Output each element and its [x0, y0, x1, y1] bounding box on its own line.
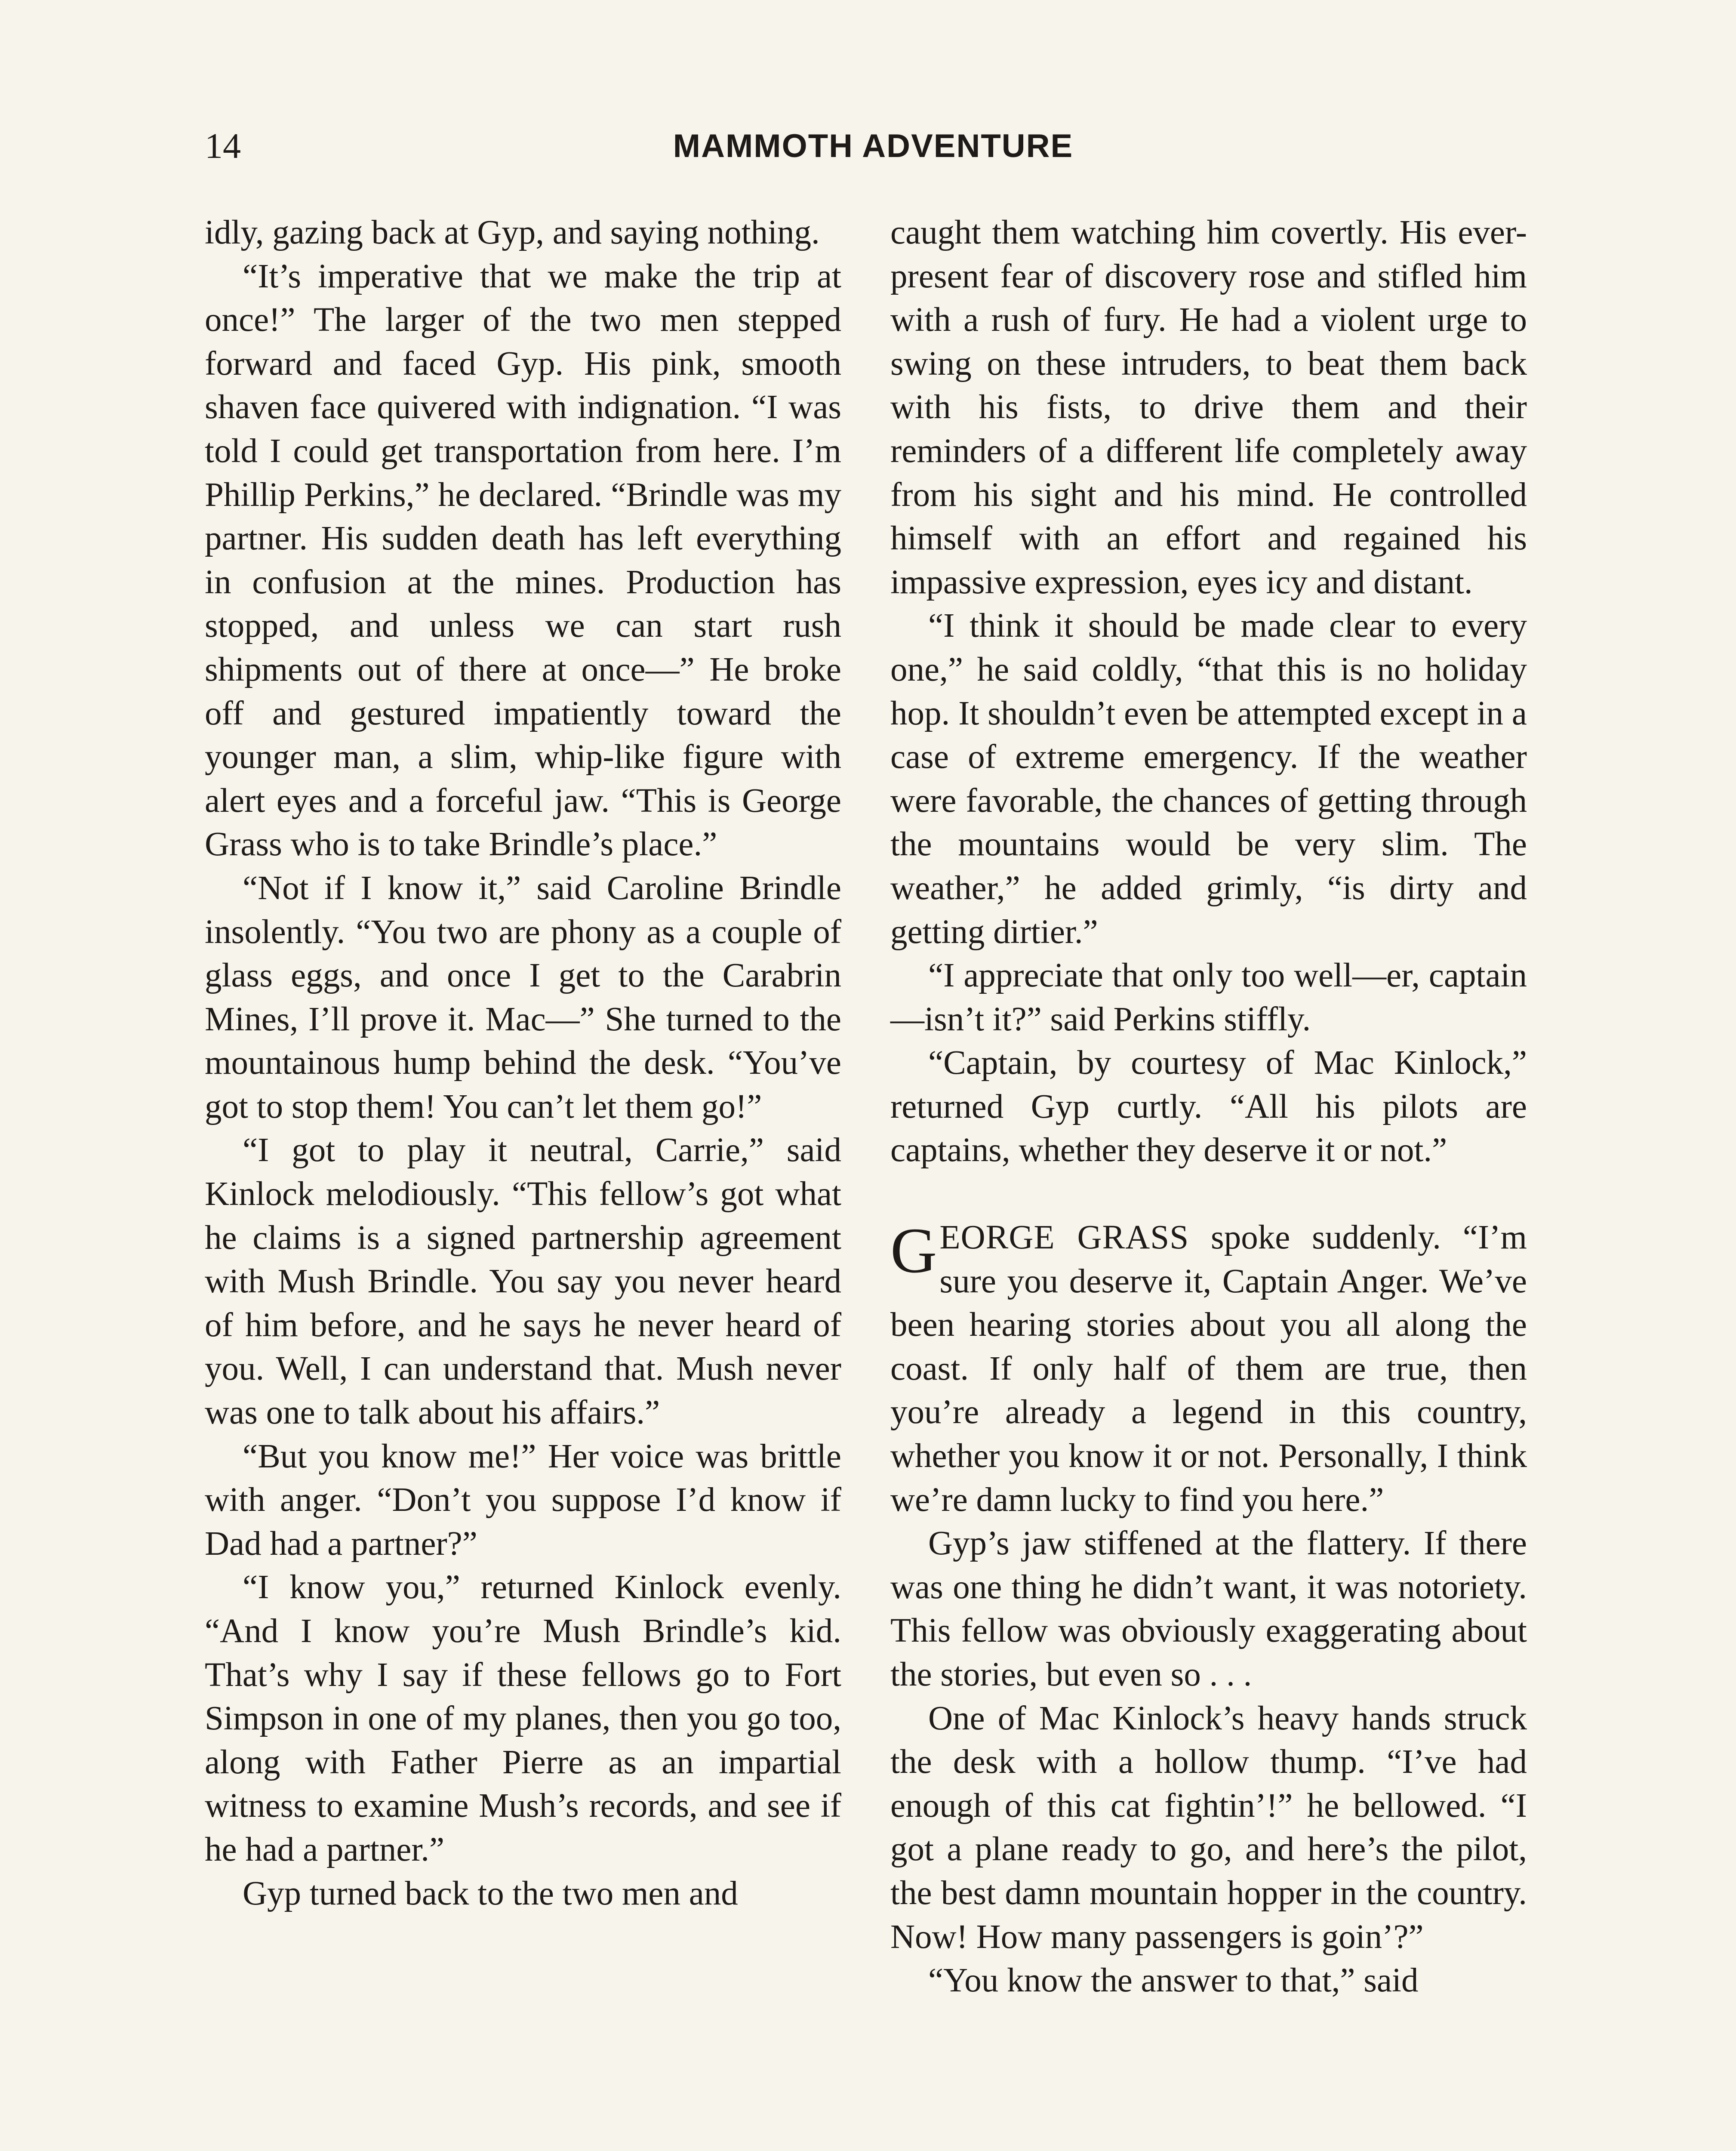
paragraph: “You know the answer to that,” said — [928, 1962, 1419, 2000]
paragraph: idly, gazing back at Gyp, and saying nothing. — [205, 214, 820, 251]
section-opening-text: spoke suddenly. “I’m sure you deserve it, Captain Anger. We’ve been hearing stories about you all along the coast. If only half of them are true, then you’re already a legend in this country, whether you know it or not. Personally, I think we’re damn lucky to find you here.” — [890, 1219, 1527, 1519]
drop-cap: G — [890, 1215, 937, 1287]
paragraph: caught them watching him covertly. His ever-present fear of discovery rose and stifled him with a rush of fury. He had a violent urge to swing on these intruders, to beat them back with his fists, to drive them and their reminders of a different life completely away from his sight and his mind. He controlled himself with an effort and regained his impassive expression, eyes icy and distant. — [890, 214, 1527, 601]
right-text-column — [890, 211, 1527, 2003]
paragraph: “I appreciate that only too well—er, captain—isn’t it?” said Perkins stiffly. — [890, 957, 1527, 1038]
paragraph: “I think it should be made clear to every one,” he said coldly, “that this is no holiday hop. It shouldn’t even be attempted except in a case of extreme emergency. If the weather were favorable, the chances of getting through the mountains would be very slim. The weather,” he added grimly, “is dirty and getting dirtier.” — [890, 607, 1527, 951]
paragraph: “Not if I know it,” said Caroline Brindle insolently. “You two are phony as a couple of glass eggs, and once I get to the Carabrin Mines, I’ll prove it. Mac—” She turned to the mountainous hump behind the desk. “You’ve got to stop them! You can’t let them go!” — [205, 869, 841, 1125]
paragraph: Gyp turned back to the two men and — [243, 1874, 738, 1912]
paragraph: “But you know me!” Her voice was brittle with anger. “Don’t you suppose I’d know if Dad had a partner?” — [205, 1437, 841, 1562]
page-number: 14 — [205, 126, 241, 166]
left-text-column — [205, 211, 841, 1915]
section-lead-in: EORGE GRASS — [939, 1219, 1189, 1257]
paragraph: “Captain, by courtesy of Mac Kinlock,” returned Gyp curtly. “All his pilots are captains, whether they deserve it or not.” — [890, 1044, 1527, 1169]
paragraph: “It’s imperative that we make the trip at once!” The larger of the two men stepped forward and faced Gyp. His pink, smooth shaven face quivered with indignation. “I was told I could get transportation from here. I’m Phillip Perkins,” he declared. “Brindle was my partner. His sudden death has left everything in confusion at the mines. Production has stopped, and unless we can start rush shipments out of there at once—” He broke off and gestured impatiently toward the younger man, a slim, whip-like figure with alert eyes and a forceful jaw. “This is George Grass who is to take Brindle’s place.” — [205, 257, 841, 863]
paragraph: “I know you,” returned Kinlock evenly. “And I know you’re Mush Brindle’s kid. That’s why I say if these fellows go to Fort Simpson in one of my planes, then you go too, along with Father Pierre as an impartial witness to examine Mush’s records, and see if he had a partner.” — [205, 1569, 841, 1868]
paragraph: “I got to play it neutral, Carrie,” said Kinlock melodiously. “This fellow’s got what he claims is a signed partnership agreement with Mush Brindle. You say you never heard of him before, and he says he never heard of you. Well, I can understand that. Mush never was one to talk about his affairs.” — [205, 1131, 841, 1432]
paragraph: One of Mac Kinlock’s heavy hands struck the desk with a hollow thump. “I’ve had enough of this cat fightin’!” he bellowed. “I got a plane ready to go, and here’s the pilot, the best damn mountain hopper in the country. Now! How many passengers is goin’?” — [890, 1699, 1527, 1956]
running-title: MAMMOTH ADVENTURE — [673, 128, 1074, 164]
paragraph: Gyp’s jaw stiffened at the flattery. If there was one thing he didn’t want, it was notoriety. This fellow was obviously exaggerating about the stories, but even so . . . — [890, 1525, 1527, 1693]
section-opening-paragraph — [890, 1216, 1527, 1522]
